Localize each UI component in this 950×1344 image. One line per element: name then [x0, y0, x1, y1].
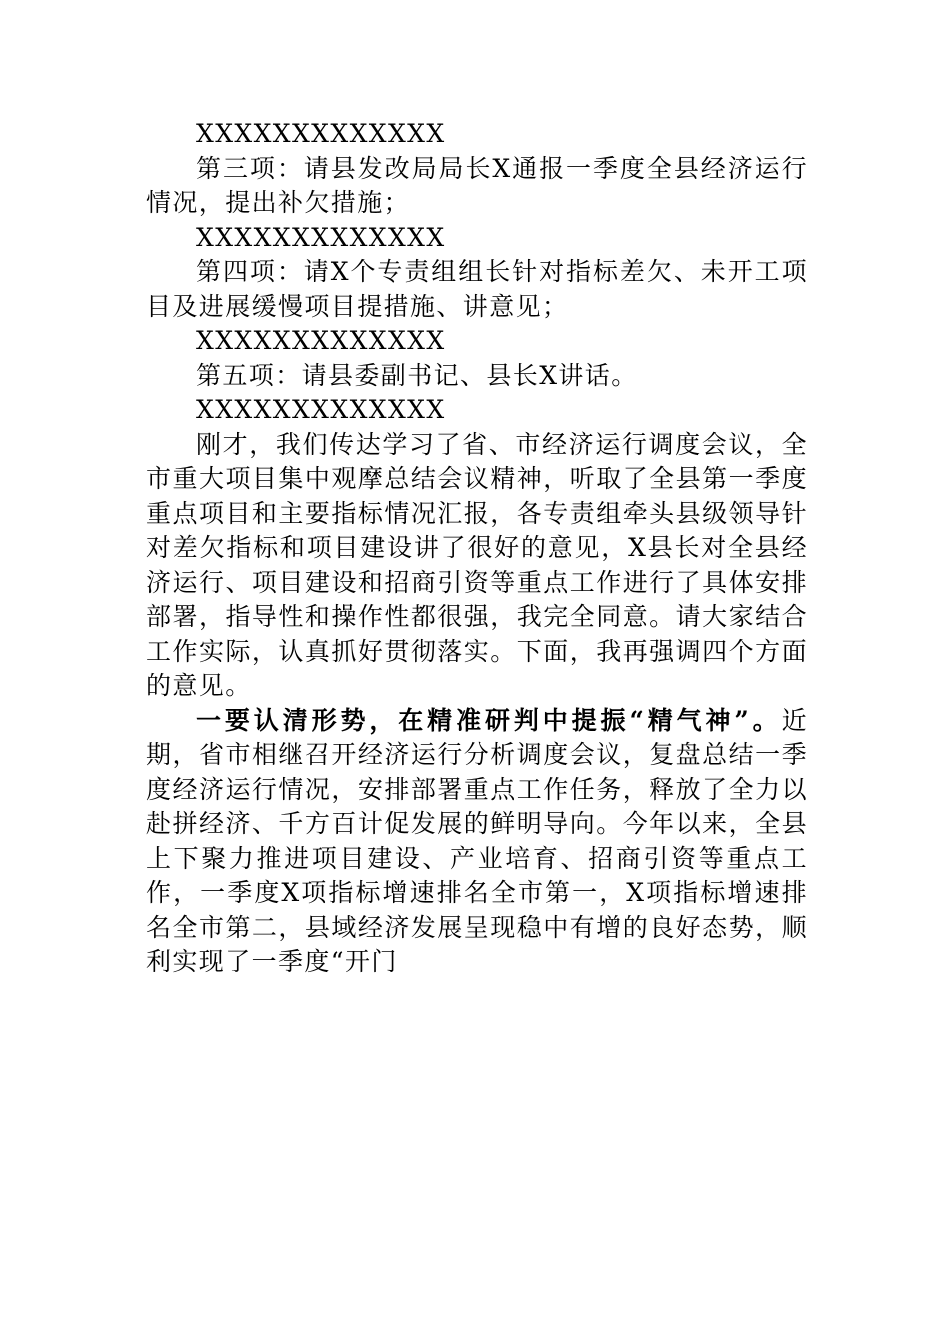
- document-body: [146, 117, 808, 980]
- placeholder-line: XXXXXXXXXXXXX: [196, 326, 446, 355]
- agenda-item-four: 第四项：请X个专责组组长针对指标差欠、未开工项目及进展缓慢项目提措施、讲意见；: [146, 257, 808, 321]
- placeholder-line: XXXXXXXXXXXXX: [196, 222, 446, 252]
- agenda-item-five: 第五项：请县委副书记、县长X讲话。: [196, 360, 638, 390]
- summary-paragraph: 刚才，我们传达学习了省、市经济运行调度会议，全市重大项目集中观摩总结会议精神，听取了全县第一季度重点项目和主要指标情况汇报，各专责组牵头县级领导针对差欠指标和项目建设讲了很好的意见，X县长对全县经济运行、项目建设和招商引资等重点工作进行了具体安排部署，指导性和操作性都很强，我完全同意。请大家结合工作实际，认真抓好贯彻落实。下面，我再强调四个方面的意见。: [146, 429, 808, 700]
- placeholder-line: XXXXXXXXXXXXX: [196, 395, 446, 424]
- placeholder-line: XXXXXXXXXXXXX: [196, 119, 446, 148]
- section-one-paragraph: [146, 704, 808, 980]
- section-one-heading: 一要认清形势，在精准研判中提振“精气神”。: [196, 705, 782, 735]
- section-one-body: 近期，省市相继召开经济运行分析调度会议，复盘总结一季度经济运行情况，安排部署重点工作任务，释放了全力以赴拼经济、千方百计促发展的鲜明导向。今年以来，全县上下聚力推进项目建设、产业培育、招商引资等重点工作，一季度X项指标增速排名全市第一，X项指标增速排名全市第二，县域经济发展呈现稳中有增的良好态势，顺利实现了一季度“开门: [146, 705, 808, 976]
- agenda-item-three: 第三项：请县发改局局长X通报一季度全县经济运行情况，提出补欠措施；: [146, 153, 808, 217]
